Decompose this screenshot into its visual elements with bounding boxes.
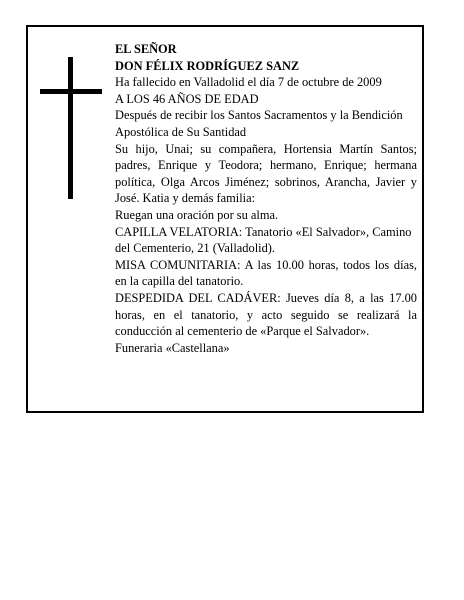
farewell-info: DESPEDIDA DEL CADÁVER: Jueves día 8, a las 17.00 horas, en el tanatorio, y acto seguido se realizará la conducción al cementerio de «Parque el Salvador». bbox=[115, 290, 417, 339]
mass-info: MISA COMUNITARIA: A las 10.00 horas, todos los días, en la capilla del tanatorio. bbox=[115, 257, 417, 289]
cross-vertical-bar bbox=[68, 57, 73, 199]
age-line: A LOS 46 AÑOS DE EDAD bbox=[115, 91, 259, 106]
title-line: EL SEÑOR bbox=[115, 42, 177, 56]
family-list: Su hijo, Unai; su compañera, Hortensia Martín Santos; padres, Enrique y Teodora; hermano, Enrique; hermana política, Olga Arcos Jiménez; sobrinos, Arancha, Javier y José. Katia y demás familia: bbox=[115, 141, 417, 206]
deceased-name: DON FÉLIX RODRÍGUEZ SANZ bbox=[115, 58, 300, 73]
sacraments-line: Después de recibir los Santos Sacramentos y la Bendición Apostólica de Su Santidad bbox=[115, 108, 403, 139]
prayer-line: Ruegan una oración por su alma. bbox=[115, 207, 279, 222]
funeral-home: Funeraria «Castellana» bbox=[115, 340, 230, 355]
cross-icon bbox=[40, 57, 102, 199]
chapel-info: CAPILLA VELATORIA: Tanatorio «El Salvador», Camino del Cementerio, 21 (Valladolid). bbox=[115, 224, 412, 256]
obituary-text bbox=[115, 41, 417, 356]
cross-horizontal-bar bbox=[40, 89, 102, 94]
obituary-notice bbox=[26, 25, 424, 413]
death-info: Ha fallecido en Valladolid el día 7 de octubre de 2009 bbox=[115, 75, 382, 90]
